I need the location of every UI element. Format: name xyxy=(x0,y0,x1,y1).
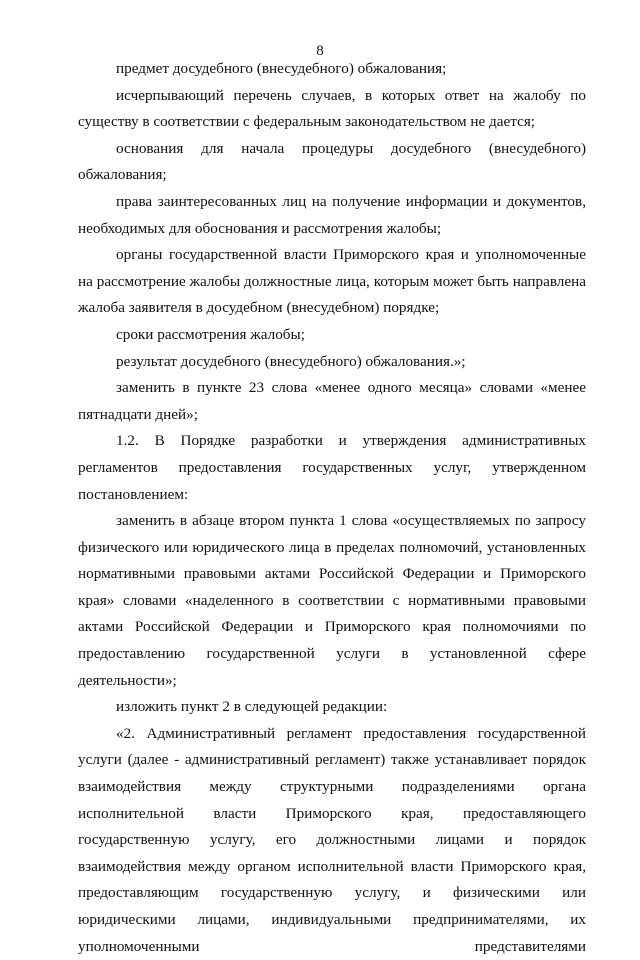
document-body xyxy=(78,56,586,960)
paragraph: заменить в пункте 23 слова «менее одного месяца» словами «менее пятнадцати дней»; xyxy=(78,379,586,423)
paragraph: заменить в абзаце втором пункта 1 слова «осуществляемых по запросу физического или юридического лица в пределах полномочий, установленных нормативными правовыми актами Российской Федерации и Приморского края» словами «наделенного в соответствии с нормативными правовыми актами Российской Федерации и Приморского края полномочиями по предоставлению государственной услуги в установленной сфере деятельности»; xyxy=(78,512,586,689)
paragraph: изложить пункт 2 в следующей редакции: xyxy=(116,698,388,716)
paragraph: права заинтересованных лиц на получение информации и документов, необходимых для обоснования и рассмотрения жалобы; xyxy=(78,192,586,237)
page-number: 8 xyxy=(316,43,324,59)
paragraph: 1.2. В Порядке разработки и утверждения административных регламентов предоставления государственных услуг, утвержденном постановлением: xyxy=(78,432,586,503)
paragraph: предмет досудебного (внесудебного) обжалования; xyxy=(116,60,447,77)
paragraph: «2. Административный регламент предоставления государственной услуги (далее - административный регламент) также устанавливает порядок взаимодействия между структурными подразделениями органа исполнительной власти Приморского края, предоставляющего государственную услугу, его должностными лицами и порядок взаимодействия между органом исполнительной власти Приморского края, предоставляющим государственную услугу, и физическими или юридическими лицами, индивидуальными предпринимателями, их уполномоченными представителями xyxy=(78,724,586,955)
paragraph: сроки рассмотрения жалобы; xyxy=(116,325,305,343)
paragraph: основания для начала процедуры досудебного (внесудебного) обжалования; xyxy=(78,139,586,184)
paragraph: органы государственной власти Приморского края и уполномоченные на рассмотрение жалобы должностные лица, которым может быть направлена жалоба заявителя в досудебном (внесудебном) порядке; xyxy=(78,246,586,317)
paragraph: результат досудебного (внесудебного) обжалования.»; xyxy=(116,352,466,370)
paragraph: исчерпывающий перечень случаев, в которых ответ на жалобу по существу в соответствии с федеральным законодательством не дается; xyxy=(78,86,586,131)
